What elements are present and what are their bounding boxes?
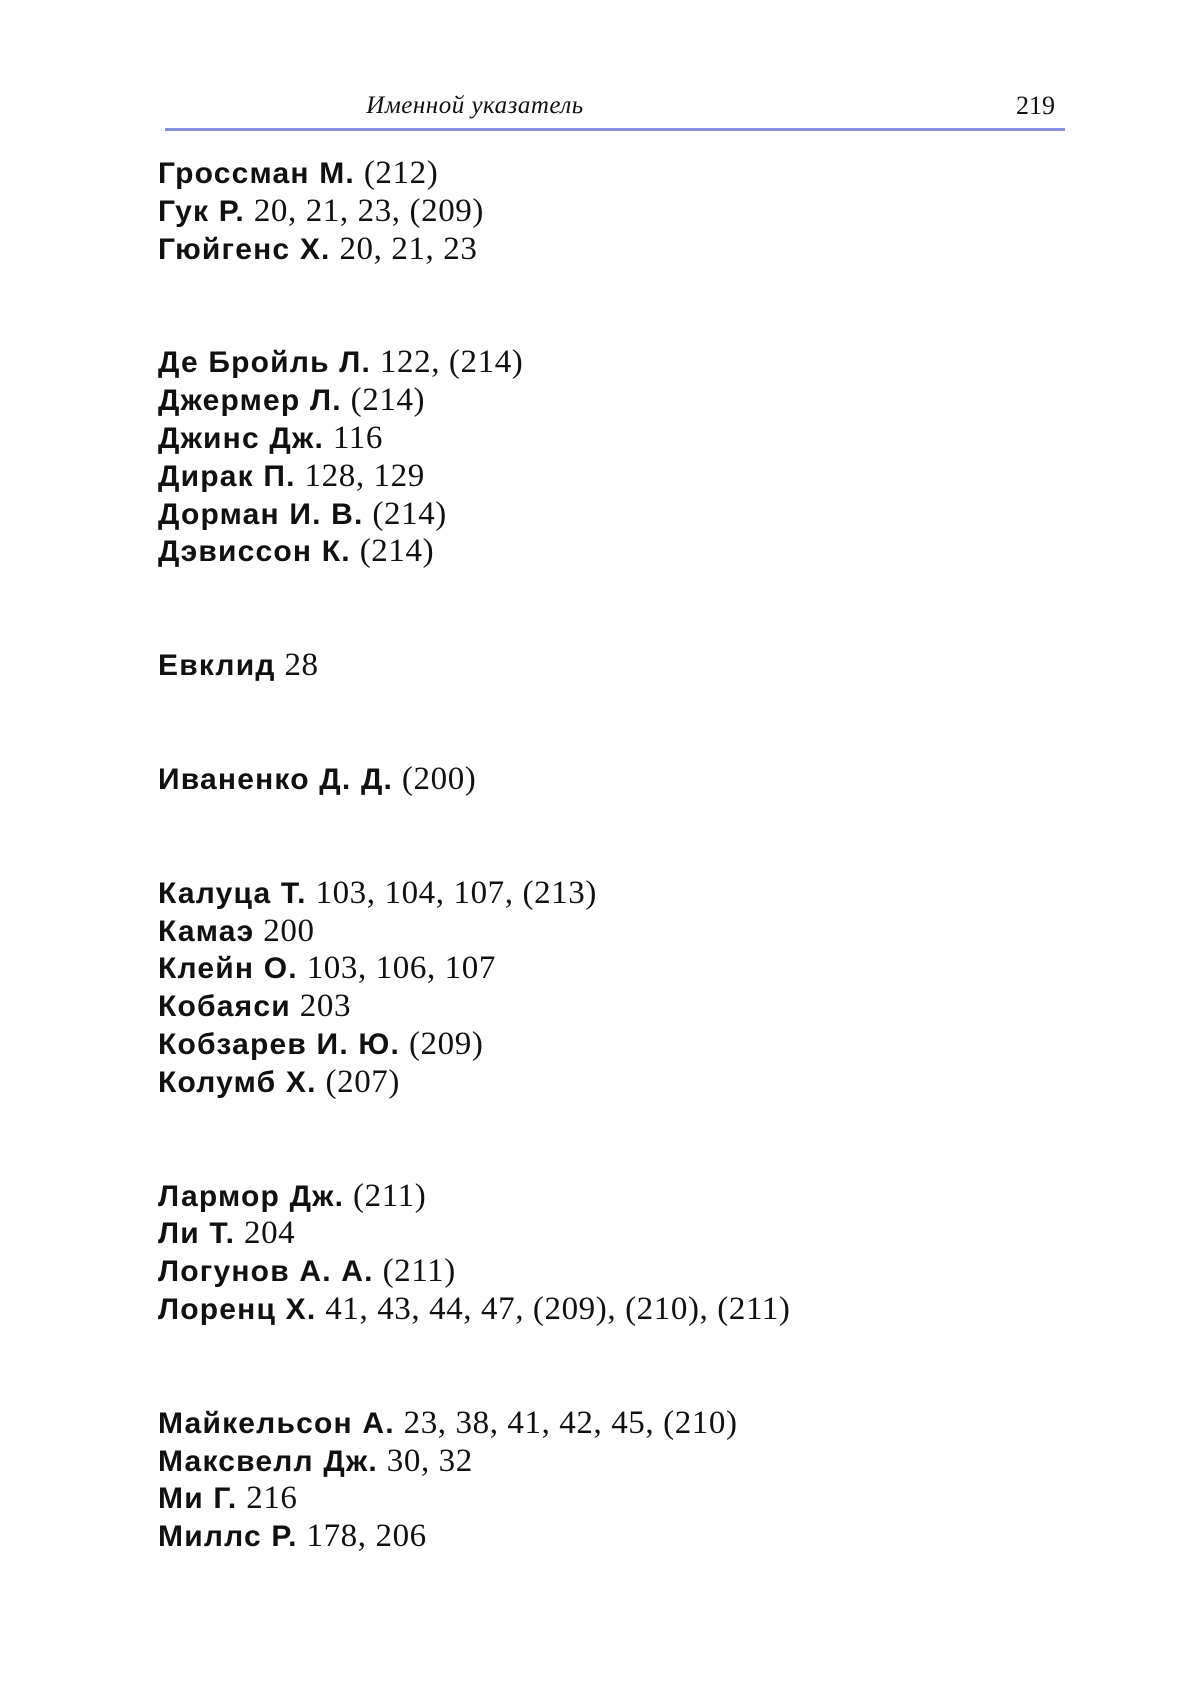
index-entry-page-refs: (211) — [353, 1177, 427, 1214]
index-entry-name: Камаэ — [158, 914, 255, 948]
index-entry-name: Дирак П. — [158, 459, 296, 493]
index-entry-page-refs: (209) — [408, 1025, 484, 1062]
index-entry-name: Клейн О. — [158, 952, 298, 986]
index-letter-group — [158, 1405, 1058, 1556]
index-entry-page-refs: (214) — [372, 495, 447, 532]
index-entry — [158, 1518, 1058, 1556]
index-entry-name: Гук Р. — [158, 194, 245, 228]
index-entry-name: Миллс Р. — [158, 1520, 298, 1554]
index-entry — [158, 533, 1058, 571]
index-entry — [158, 155, 1058, 193]
index-entry-name: Ми Г. — [158, 1482, 238, 1516]
index-entry-page-refs: 28 — [284, 647, 319, 684]
index-entry — [158, 1215, 1058, 1253]
index-entry — [158, 1405, 1058, 1443]
index-entry-name: Колумб X. — [158, 1065, 317, 1099]
index-entry — [158, 1443, 1058, 1481]
index-entry-page-refs: 23, 38, 41, 42, 45, (210) — [403, 1404, 738, 1441]
index-entry-page-refs: (207) — [325, 1063, 400, 1100]
index-letter-group — [158, 647, 1058, 685]
index-letter-group — [158, 875, 1058, 1102]
index-entry-page-refs: 30, 32 — [386, 1442, 473, 1479]
index-entry-page-refs: (214) — [350, 382, 426, 419]
index-entry-page-refs: 178, 206 — [306, 1518, 427, 1555]
index-entry-name: Джинс Дж. — [158, 421, 325, 455]
index-entry — [158, 988, 1058, 1026]
index-entry-name: Лармор Дж. — [158, 1179, 345, 1213]
index-entry — [158, 950, 1058, 988]
index-entry-name: Дэвиссон К. — [158, 535, 351, 569]
index-entry-page-refs: (211) — [382, 1253, 456, 1290]
running-title: Именной указатель — [366, 92, 584, 119]
index-entry — [158, 1480, 1058, 1518]
index-entry-name: Калуца Т. — [158, 876, 307, 910]
index-entry — [158, 496, 1058, 534]
index-entry — [158, 1291, 1058, 1329]
index-entry — [158, 647, 1058, 685]
index-entry-page-refs: 204 — [243, 1215, 296, 1252]
index-letter-group — [158, 761, 1058, 799]
index-entry-page-refs: 103, 104, 107, (213) — [315, 874, 597, 911]
index-entry-page-refs: 20, 21, 23, (209) — [253, 192, 484, 229]
index-entry-page-refs: (200) — [401, 760, 477, 797]
index-entry-name: Майкельсон А. — [158, 1406, 395, 1440]
index-entry-name: Кобзарев И. Ю. — [158, 1027, 401, 1061]
index-entry-page-refs: 103, 106, 107 — [306, 950, 496, 987]
index-entry — [158, 382, 1058, 420]
index-entry-name: Де Бройль Л. — [158, 346, 372, 380]
index-entry-name: Джермер Л. — [158, 384, 342, 418]
index-entry-name: Гроссман М. — [158, 157, 355, 190]
index-entry-name: Кобаяси — [158, 990, 291, 1024]
index-entry — [158, 231, 1058, 269]
index-entry-name: Максвелл Дж. — [158, 1444, 378, 1478]
index-entry-page-refs: 20, 21, 23 — [339, 230, 478, 267]
index-entry — [158, 1178, 1058, 1216]
index-entry-page-refs: (212) — [363, 155, 439, 191]
index-entry-page-refs: 122, (214) — [379, 344, 524, 381]
index-entry-page-refs: (214) — [359, 533, 435, 570]
index-letter-group — [158, 1178, 1058, 1329]
index-entry-page-refs: 216 — [246, 1480, 298, 1517]
index-entry-name: Лоренц X. — [158, 1292, 317, 1326]
index-entry — [158, 875, 1058, 913]
index-entry — [158, 913, 1058, 951]
index-entry-page-refs: 203 — [299, 988, 352, 1025]
index-entry-page-refs: 200 — [263, 912, 315, 949]
index-entry — [158, 1064, 1058, 1102]
index-entry — [158, 458, 1058, 496]
index-letter-group — [158, 344, 1058, 571]
header-rule — [165, 128, 1065, 131]
index-entry-name: Евклид — [158, 649, 276, 683]
index-entry — [158, 1026, 1058, 1064]
index-entry-page-refs: 41, 43, 44, 47, (209), (210), (211) — [325, 1290, 791, 1327]
index-entry-page-refs: 116 — [332, 419, 383, 456]
index-entry-page-refs: 128, 129 — [304, 457, 425, 494]
index-entry-name: Ли Т. — [158, 1217, 236, 1251]
index-entry — [158, 420, 1058, 458]
index-entry-name: Гюйгенс X. — [158, 232, 331, 266]
page-number: 219 — [1016, 91, 1055, 120]
index-entry — [158, 344, 1058, 382]
index-entry-name: Иваненко Д. Д. — [158, 762, 394, 796]
running-head — [165, 88, 1065, 124]
index-entry — [158, 761, 1058, 799]
index-entry — [158, 1253, 1058, 1291]
name-index — [158, 155, 1058, 1632]
index-letter-group — [158, 155, 1058, 268]
index-entry — [158, 193, 1058, 231]
index-entry-name: Дорман И. В. — [158, 497, 364, 531]
index-entry-name: Логунов А. А. — [158, 1255, 374, 1289]
